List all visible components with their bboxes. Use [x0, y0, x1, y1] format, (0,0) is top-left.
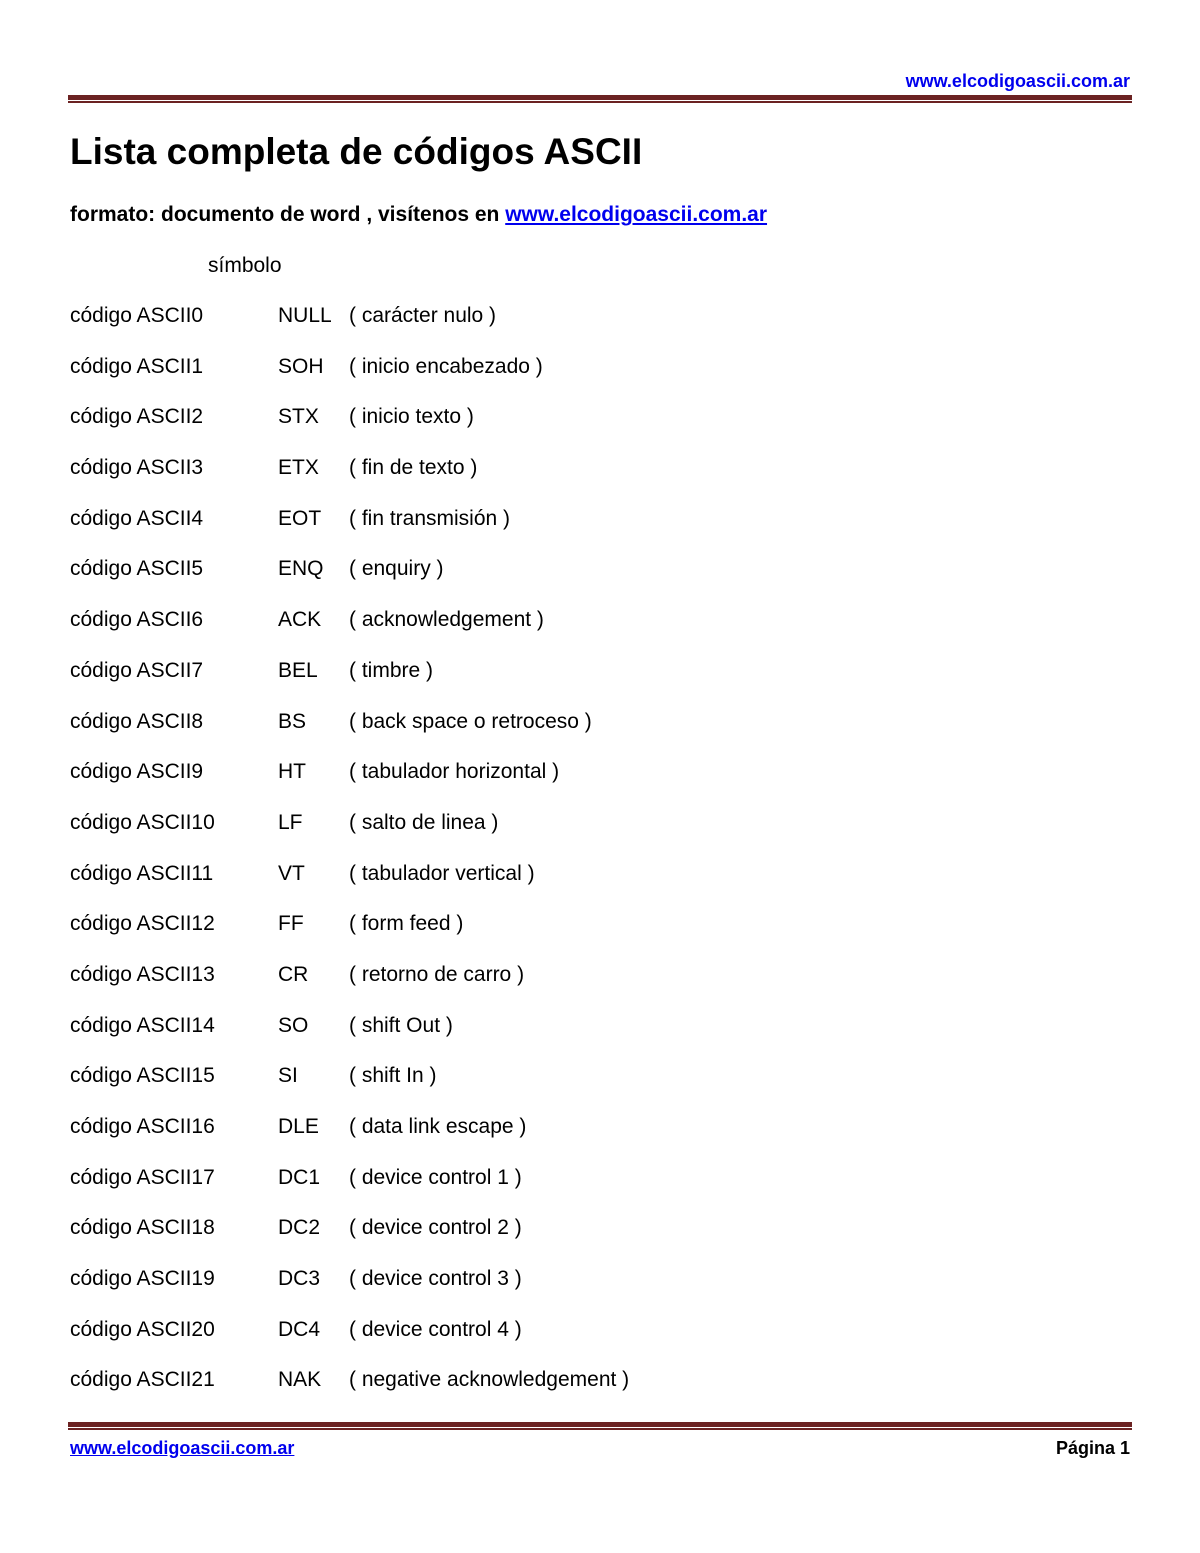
ascii-description: ( shift Out ) — [349, 1013, 453, 1037]
ascii-description: ( inicio texto ) — [349, 405, 474, 429]
ascii-description: ( tabulador vertical ) — [349, 861, 535, 885]
ascii-code: código ASCII8 — [70, 709, 204, 733]
ascii-symbol: DLE — [278, 1115, 319, 1138]
ascii-symbol: CR — [278, 962, 309, 986]
ascii-row — [70, 1013, 970, 1064]
subtitle-link[interactable]: www.elcodigoascii.com.ar — [505, 203, 768, 226]
ascii-code: código ASCII4 — [70, 506, 204, 530]
ascii-row — [70, 1367, 970, 1418]
ascii-symbol: SO — [278, 1013, 309, 1037]
ascii-code: código ASCII17 — [70, 1165, 215, 1189]
ascii-row — [70, 556, 970, 607]
ascii-code: código ASCII6 — [70, 608, 204, 632]
ascii-row — [70, 607, 970, 658]
ascii-row — [70, 1063, 970, 1114]
ascii-row — [70, 1165, 970, 1216]
ascii-code: código ASCII7 — [70, 658, 204, 682]
ascii-description: ( form feed ) — [349, 912, 464, 936]
ascii-code: código ASCII11 — [70, 861, 214, 885]
ascii-symbol: DC1 — [278, 1165, 321, 1189]
ascii-code: código ASCII10 — [70, 810, 215, 834]
ascii-code: código ASCII12 — [70, 912, 215, 936]
ascii-symbol: BS — [278, 709, 307, 733]
ascii-description: ( tabulador horizontal ) — [349, 760, 560, 784]
ascii-symbol: NULL — [278, 304, 332, 327]
ascii-symbol: ENQ — [278, 557, 324, 581]
footer-url[interactable]: www.elcodigoascii.com.ar — [70, 1438, 295, 1458]
ascii-symbol: ACK — [278, 608, 322, 632]
symbol-column-header: símbolo — [208, 254, 282, 277]
ascii-symbol: FF — [278, 912, 304, 936]
ascii-code: código ASCII21 — [70, 1368, 215, 1392]
ascii-row — [70, 861, 970, 912]
ascii-description: ( negative acknowledgement ) — [349, 1368, 630, 1392]
ascii-row — [70, 404, 970, 455]
ascii-symbol: DC2 — [278, 1216, 321, 1240]
ascii-row — [70, 759, 970, 810]
ascii-code: código ASCII13 — [70, 962, 215, 986]
ascii-symbol: LF — [278, 810, 303, 834]
header-rule-thick — [68, 95, 1132, 100]
ascii-symbol: SI — [278, 1064, 298, 1088]
ascii-row — [70, 506, 970, 557]
page-title: Lista completa de códigos ASCII — [70, 131, 643, 172]
ascii-symbol: EOT — [278, 506, 322, 530]
ascii-description: ( device control 1 ) — [349, 1165, 522, 1189]
ascii-code: código ASCII2 — [70, 405, 204, 429]
ascii-row — [70, 1317, 970, 1368]
ascii-description: ( fin transmisión ) — [349, 506, 511, 530]
ascii-description: ( salto de linea ) — [349, 810, 499, 834]
footer-rule-thin — [68, 1428, 1132, 1430]
ascii-row — [70, 709, 970, 760]
ascii-row — [70, 354, 970, 405]
ascii-description: ( fin de texto ) — [349, 456, 478, 480]
ascii-description: ( retorno de carro ) — [349, 962, 525, 986]
ascii-description: ( timbre ) — [349, 658, 433, 682]
ascii-symbol: DC4 — [278, 1317, 321, 1341]
ascii-code: código ASCII14 — [70, 1013, 215, 1037]
footer-rule-thick — [68, 1422, 1132, 1427]
ascii-row — [70, 911, 970, 962]
ascii-symbol: DC3 — [278, 1267, 321, 1291]
ascii-row — [70, 303, 970, 354]
ascii-code: código ASCII3 — [70, 456, 204, 480]
ascii-symbol: STX — [278, 405, 319, 429]
ascii-row — [70, 1266, 970, 1317]
ascii-description: ( back space o retroceso ) — [349, 709, 592, 733]
subtitle-text: formato: documento de word , visítenos en — [70, 203, 506, 226]
ascii-code: código ASCII20 — [70, 1317, 215, 1341]
ascii-code: código ASCII5 — [70, 557, 204, 581]
ascii-code: código ASCII9 — [70, 760, 204, 784]
ascii-description: ( carácter nulo ) — [349, 304, 497, 327]
ascii-code: código ASCII16 — [70, 1115, 215, 1138]
ascii-description: ( shift In ) — [349, 1064, 437, 1088]
ascii-description: ( data link escape ) — [349, 1115, 527, 1138]
ascii-row — [70, 1215, 970, 1266]
ascii-symbol: ETX — [278, 456, 319, 480]
ascii-description: ( device control 2 ) — [349, 1216, 522, 1240]
header-rule-thin — [68, 101, 1132, 103]
ascii-row — [70, 658, 970, 709]
ascii-row — [70, 1114, 970, 1165]
ascii-description: ( inicio encabezado ) — [349, 354, 543, 378]
ascii-description: ( device control 3 ) — [349, 1267, 522, 1291]
ascii-symbol: HT — [278, 760, 306, 784]
page-number: Página 1 — [1055, 1438, 1130, 1458]
header-url[interactable]: www.elcodigoascii.com.ar — [905, 71, 1130, 91]
ascii-row — [70, 455, 970, 506]
subtitle — [70, 202, 767, 228]
ascii-description: ( acknowledgement ) — [349, 608, 544, 632]
footer-rule — [68, 1422, 1132, 1431]
ascii-description: ( enquiry ) — [349, 557, 444, 581]
ascii-code: código ASCII1 — [70, 354, 204, 378]
ascii-code: código ASCII18 — [70, 1216, 215, 1240]
ascii-symbol: SOH — [278, 354, 324, 378]
ascii-code: código ASCII19 — [70, 1267, 215, 1291]
ascii-symbol: BEL — [278, 658, 318, 682]
ascii-symbol: VT — [278, 861, 305, 885]
ascii-code: código ASCII15 — [70, 1064, 215, 1088]
header-rule — [68, 95, 1132, 104]
ascii-code: código ASCII0 — [70, 304, 204, 327]
ascii-row — [70, 810, 970, 861]
ascii-row — [70, 962, 970, 1013]
ascii-symbol: NAK — [278, 1368, 322, 1392]
ascii-code-list — [70, 303, 970, 1418]
ascii-description: ( device control 4 ) — [349, 1317, 522, 1341]
